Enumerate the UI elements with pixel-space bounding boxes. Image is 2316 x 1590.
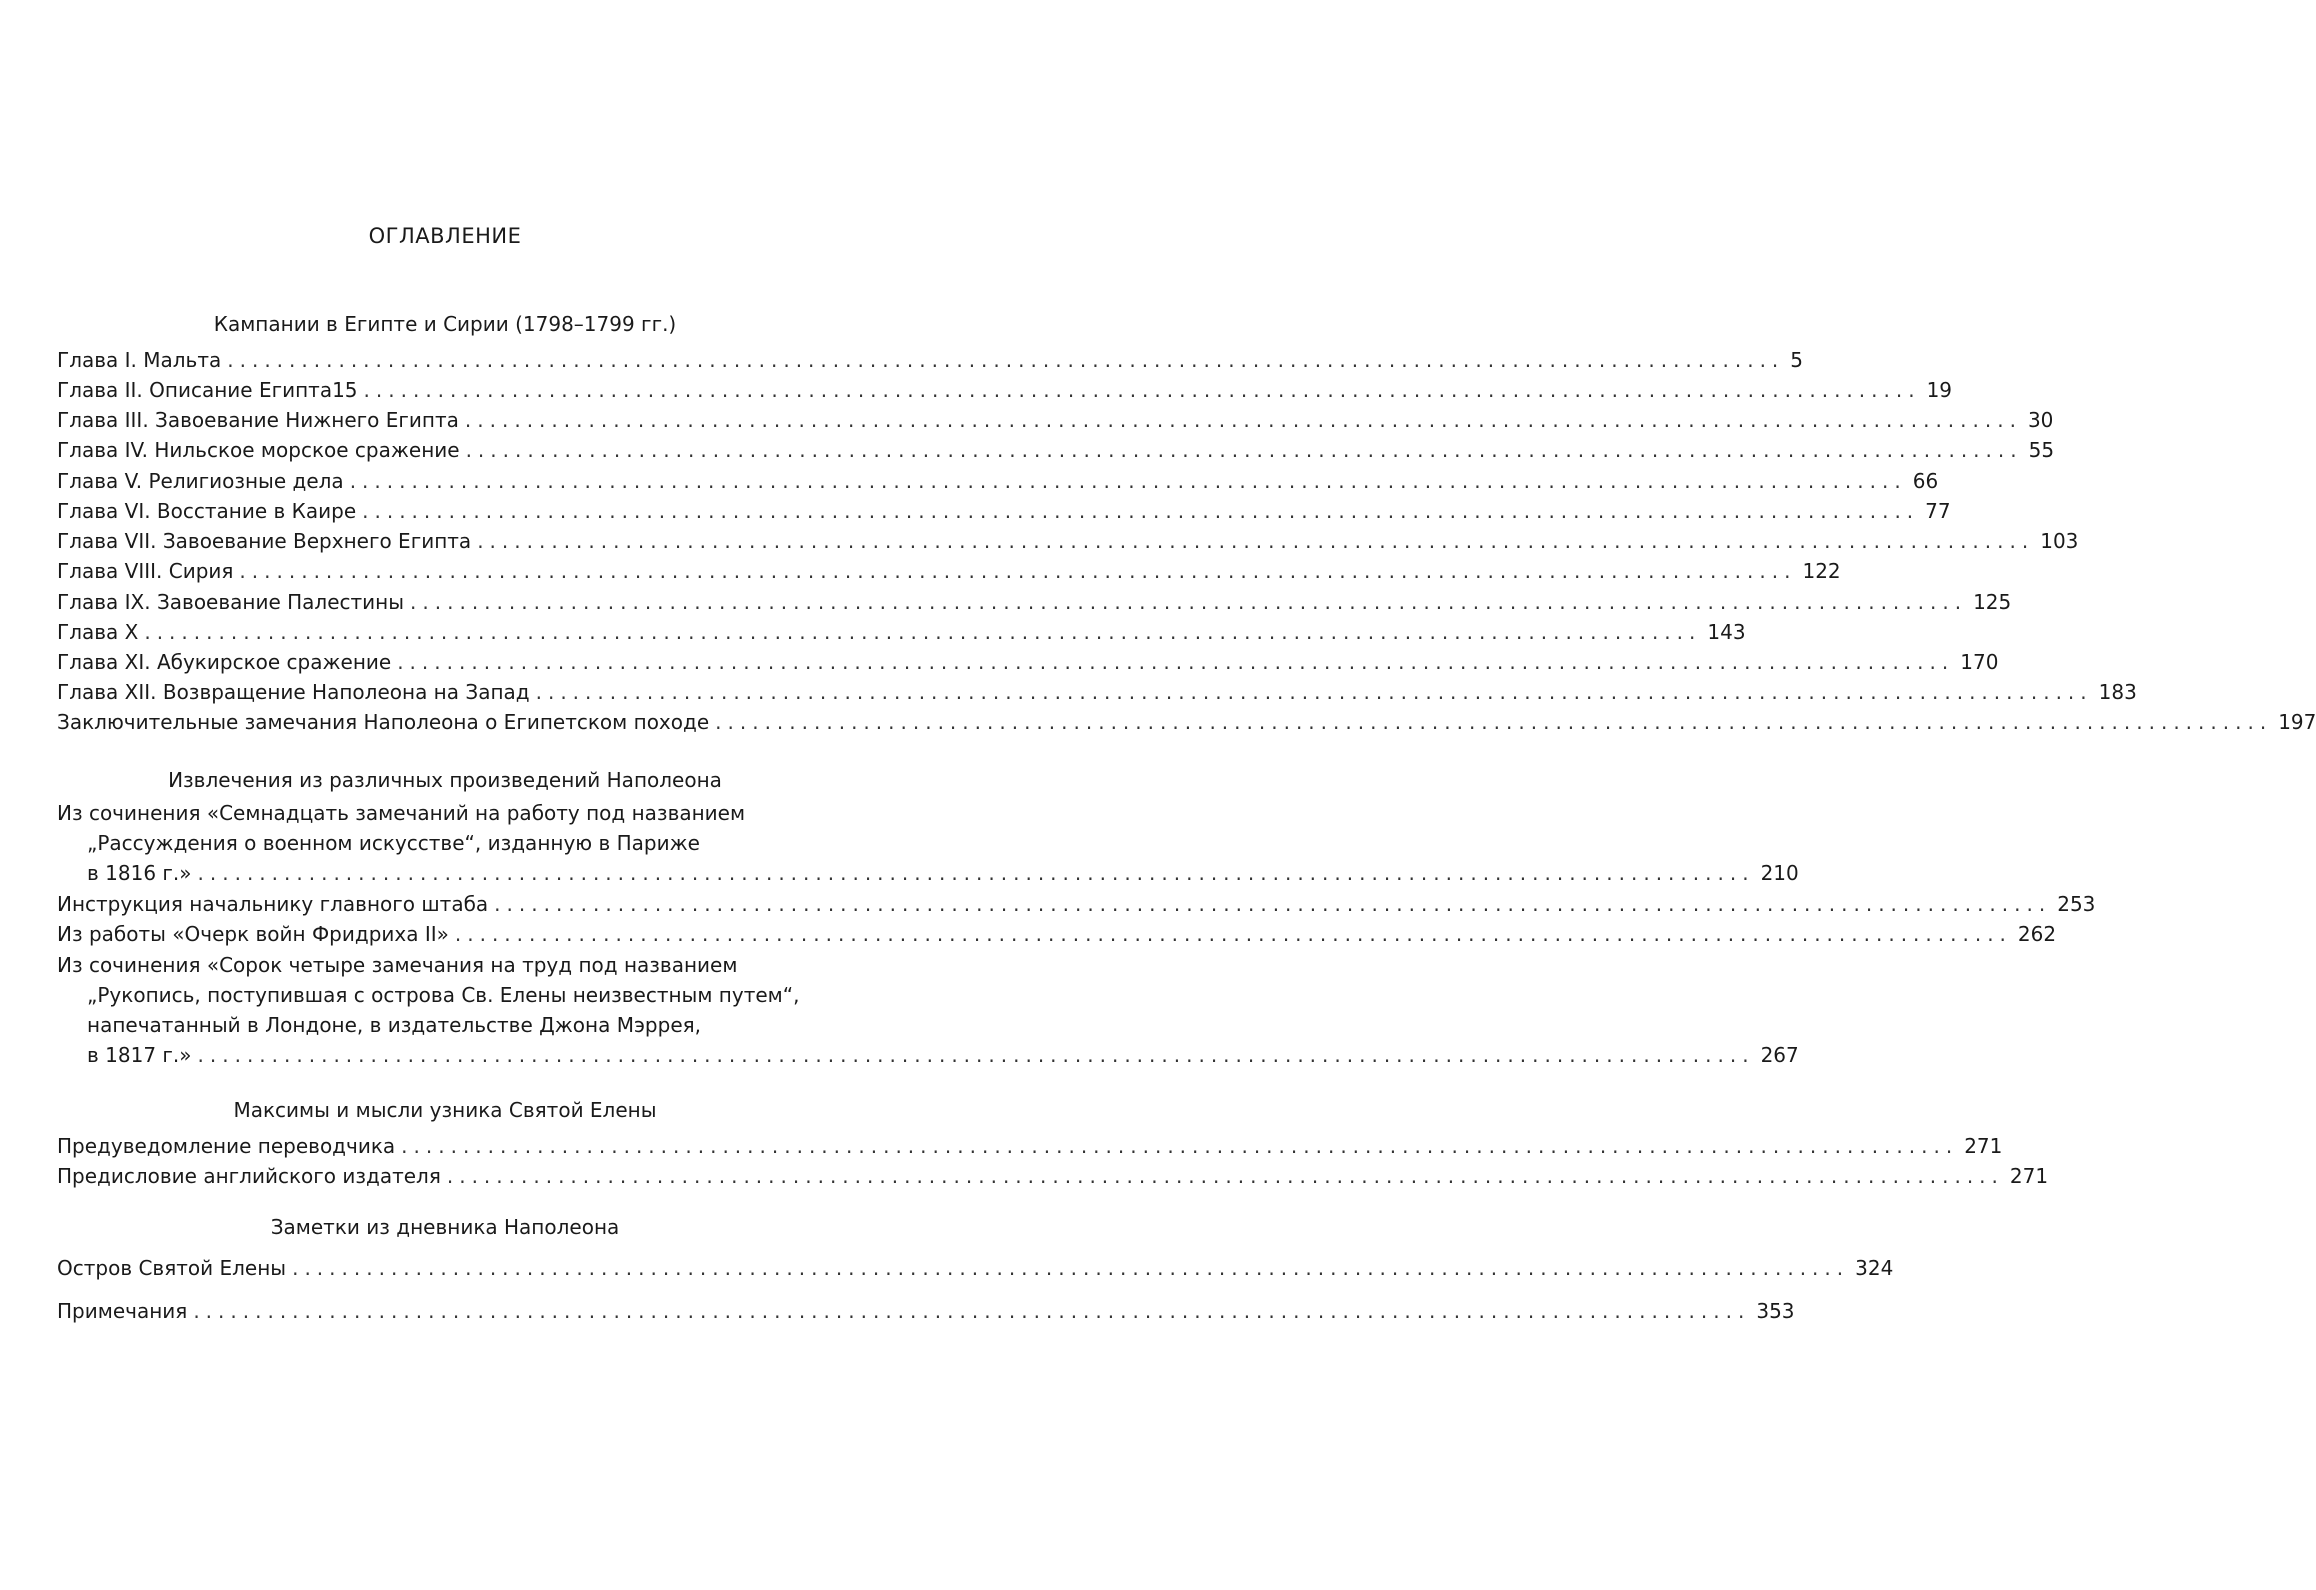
toc-entry[interactable] bbox=[57, 1161, 2049, 1191]
toc-entry-label: Глава IV. Нильское морское сражение bbox=[57, 438, 460, 462]
dot-leader: .............................................................................................................................. bbox=[397, 650, 1955, 674]
section-heading: Заметки из дневника Наполеона bbox=[270, 1215, 620, 1239]
toc-page-number: 103 bbox=[2040, 529, 2079, 553]
toc-entry-line: „Рассуждения о военном искусстве“, изданную в Париже bbox=[87, 831, 700, 855]
toc-page-number: 5 bbox=[1790, 348, 1804, 372]
toc-entry[interactable] bbox=[57, 556, 1841, 586]
toc-entry[interactable] bbox=[57, 1131, 2003, 1161]
toc-page-number: 253 bbox=[2057, 892, 2096, 916]
toc-entry-label: Примечания bbox=[57, 1299, 188, 1323]
section-heading: Максимы и мысли узника Святой Елены bbox=[233, 1098, 657, 1122]
toc-entry-label: Глава IX. Завоевание Палестины bbox=[57, 590, 405, 614]
dot-leader: .............................................................................................................................. bbox=[349, 469, 1907, 493]
toc-entry[interactable] bbox=[87, 1040, 1799, 1070]
toc-page-number: 77 bbox=[1925, 499, 1951, 523]
section-heading: Извлечения из различных произведений Наполеона bbox=[168, 768, 722, 792]
dot-leader: .............................................................................................................................. bbox=[193, 1299, 1751, 1323]
toc-entry-label: Предуведомление переводчика bbox=[57, 1134, 396, 1158]
toc-entry-line: „Рукопись, поступившая с острова Св. Елены неизвестным путем“, bbox=[87, 983, 800, 1007]
toc-entry-line: Из сочинения «Семнадцать замечаний на работу под названием bbox=[57, 801, 746, 825]
toc-entry-label: в 1817 г.» bbox=[87, 1043, 192, 1067]
dot-leader: .............................................................................................................................. bbox=[362, 499, 1920, 523]
toc-entry[interactable] bbox=[57, 617, 1746, 647]
dot-leader: .............................................................................................................................. bbox=[197, 1043, 1755, 1067]
toc-page-number: 262 bbox=[2017, 922, 2057, 946]
dot-leader: .............................................................................................................................. bbox=[494, 892, 2052, 916]
page-title: ОГЛАВЛЕНИЕ bbox=[368, 224, 522, 248]
toc-entry[interactable] bbox=[57, 707, 2316, 737]
toc-page-number: 324 bbox=[1855, 1256, 1894, 1280]
toc-page-number: 271 bbox=[1964, 1134, 2003, 1158]
toc-entry-label: в 1816 г.» bbox=[87, 861, 192, 885]
toc-entry[interactable] bbox=[57, 526, 2079, 556]
toc-entry[interactable] bbox=[57, 375, 1953, 405]
toc-page-number: 55 bbox=[2028, 438, 2055, 462]
toc-page-number: 66 bbox=[1912, 469, 1939, 493]
toc-page-number: 30 bbox=[2027, 408, 2054, 432]
toc-entry-label: Из работы «Очерк войн Фридриха II» bbox=[57, 922, 449, 946]
toc-page-number: 271 bbox=[2009, 1164, 2049, 1188]
toc-entry-label: Глава X bbox=[57, 620, 139, 644]
toc-entry-label: Остров Святой Елены bbox=[57, 1256, 287, 1280]
dot-leader: .............................................................................................................................. bbox=[144, 620, 1702, 644]
toc-entry[interactable] bbox=[57, 496, 1951, 526]
dot-leader: .............................................................................................................................. bbox=[363, 378, 1921, 402]
dot-leader: .............................................................................................................................. bbox=[292, 1256, 1850, 1280]
toc-page-number: 122 bbox=[1802, 559, 1841, 583]
toc-entry[interactable] bbox=[57, 919, 2057, 949]
toc-entry[interactable] bbox=[87, 858, 1799, 888]
toc-page-number: 143 bbox=[1707, 620, 1746, 644]
toc-entry-label: Глава III. Завоевание Нижнего Египта bbox=[57, 408, 459, 432]
toc-page-number: 183 bbox=[2098, 680, 2137, 704]
dot-leader: .............................................................................................................................. bbox=[410, 590, 1968, 614]
toc-entry-label: Глава VI. Восстание в Каире bbox=[57, 499, 357, 523]
dot-leader: .............................................................................................................................. bbox=[535, 680, 2093, 704]
toc-entry-label: Глава XI. Абукирское сражение bbox=[57, 650, 392, 674]
toc-entry[interactable] bbox=[57, 647, 1999, 677]
toc-entry-label: Предисловие английского издателя bbox=[57, 1164, 441, 1188]
dot-leader: .............................................................................................................................. bbox=[239, 559, 1797, 583]
dot-leader: .............................................................................................................................. bbox=[715, 710, 2273, 734]
toc-entry[interactable] bbox=[57, 677, 2137, 707]
toc-entry[interactable] bbox=[57, 587, 2012, 617]
section-heading: Кампании в Египте и Сирии (1798–1799 гг.) bbox=[213, 312, 677, 336]
toc-entry[interactable] bbox=[57, 345, 1804, 375]
toc-entry-label: Глава VIII. Сирия bbox=[57, 559, 234, 583]
toc-entry-label: Глава II. Описание Египта15 bbox=[57, 378, 358, 402]
dot-leader: .............................................................................................................................. bbox=[464, 408, 2022, 432]
toc-page-number: 353 bbox=[1756, 1299, 1795, 1323]
toc-entry-label: Глава VII. Завоевание Верхнего Египта bbox=[57, 529, 472, 553]
toc-entry[interactable] bbox=[57, 405, 2054, 435]
toc-entry-label: Глава V. Религиозные дела bbox=[57, 469, 344, 493]
toc-page-number: 197 bbox=[2278, 710, 2316, 734]
toc-entry[interactable] bbox=[57, 435, 2055, 465]
toc-entry[interactable] bbox=[57, 466, 1939, 496]
toc-page-number: 170 bbox=[1960, 650, 1999, 674]
toc-page-number: 19 bbox=[1926, 378, 1953, 402]
dot-leader: .............................................................................................................................. bbox=[477, 529, 2035, 553]
toc-page-number: 267 bbox=[1760, 1043, 1799, 1067]
toc-entry-line: напечатанный в Лондоне, в издательстве Джона Мэррея, bbox=[87, 1013, 702, 1037]
dot-leader: .............................................................................................................................. bbox=[401, 1134, 1959, 1158]
toc-entry-label: Инструкция начальнику главного штаба bbox=[57, 892, 489, 916]
toc-page-number: 210 bbox=[1760, 861, 1799, 885]
toc-entry-notes[interactable] bbox=[57, 1296, 1795, 1326]
toc-entry[interactable] bbox=[57, 1253, 1894, 1283]
toc-page-number: 125 bbox=[1973, 590, 2012, 614]
toc-entry-label: Заключительные замечания Наполеона о Египетском походе bbox=[57, 710, 710, 734]
dot-leader: .............................................................................................................................. bbox=[197, 861, 1755, 885]
toc-entry[interactable] bbox=[57, 889, 2096, 919]
toc-entry-line: Из сочинения «Сорок четыре замечания на труд под названием bbox=[57, 953, 738, 977]
toc-entry-label: Глава XII. Возвращение Наполеона на Запад bbox=[57, 680, 530, 704]
toc-entry-label: Глава I. Мальта bbox=[57, 348, 222, 372]
dot-leader: .............................................................................................................................. bbox=[465, 438, 2023, 462]
dot-leader: .............................................................................................................................. bbox=[446, 1164, 2004, 1188]
dot-leader: .............................................................................................................................. bbox=[227, 348, 1785, 372]
dot-leader: .............................................................................................................................. bbox=[454, 922, 2012, 946]
